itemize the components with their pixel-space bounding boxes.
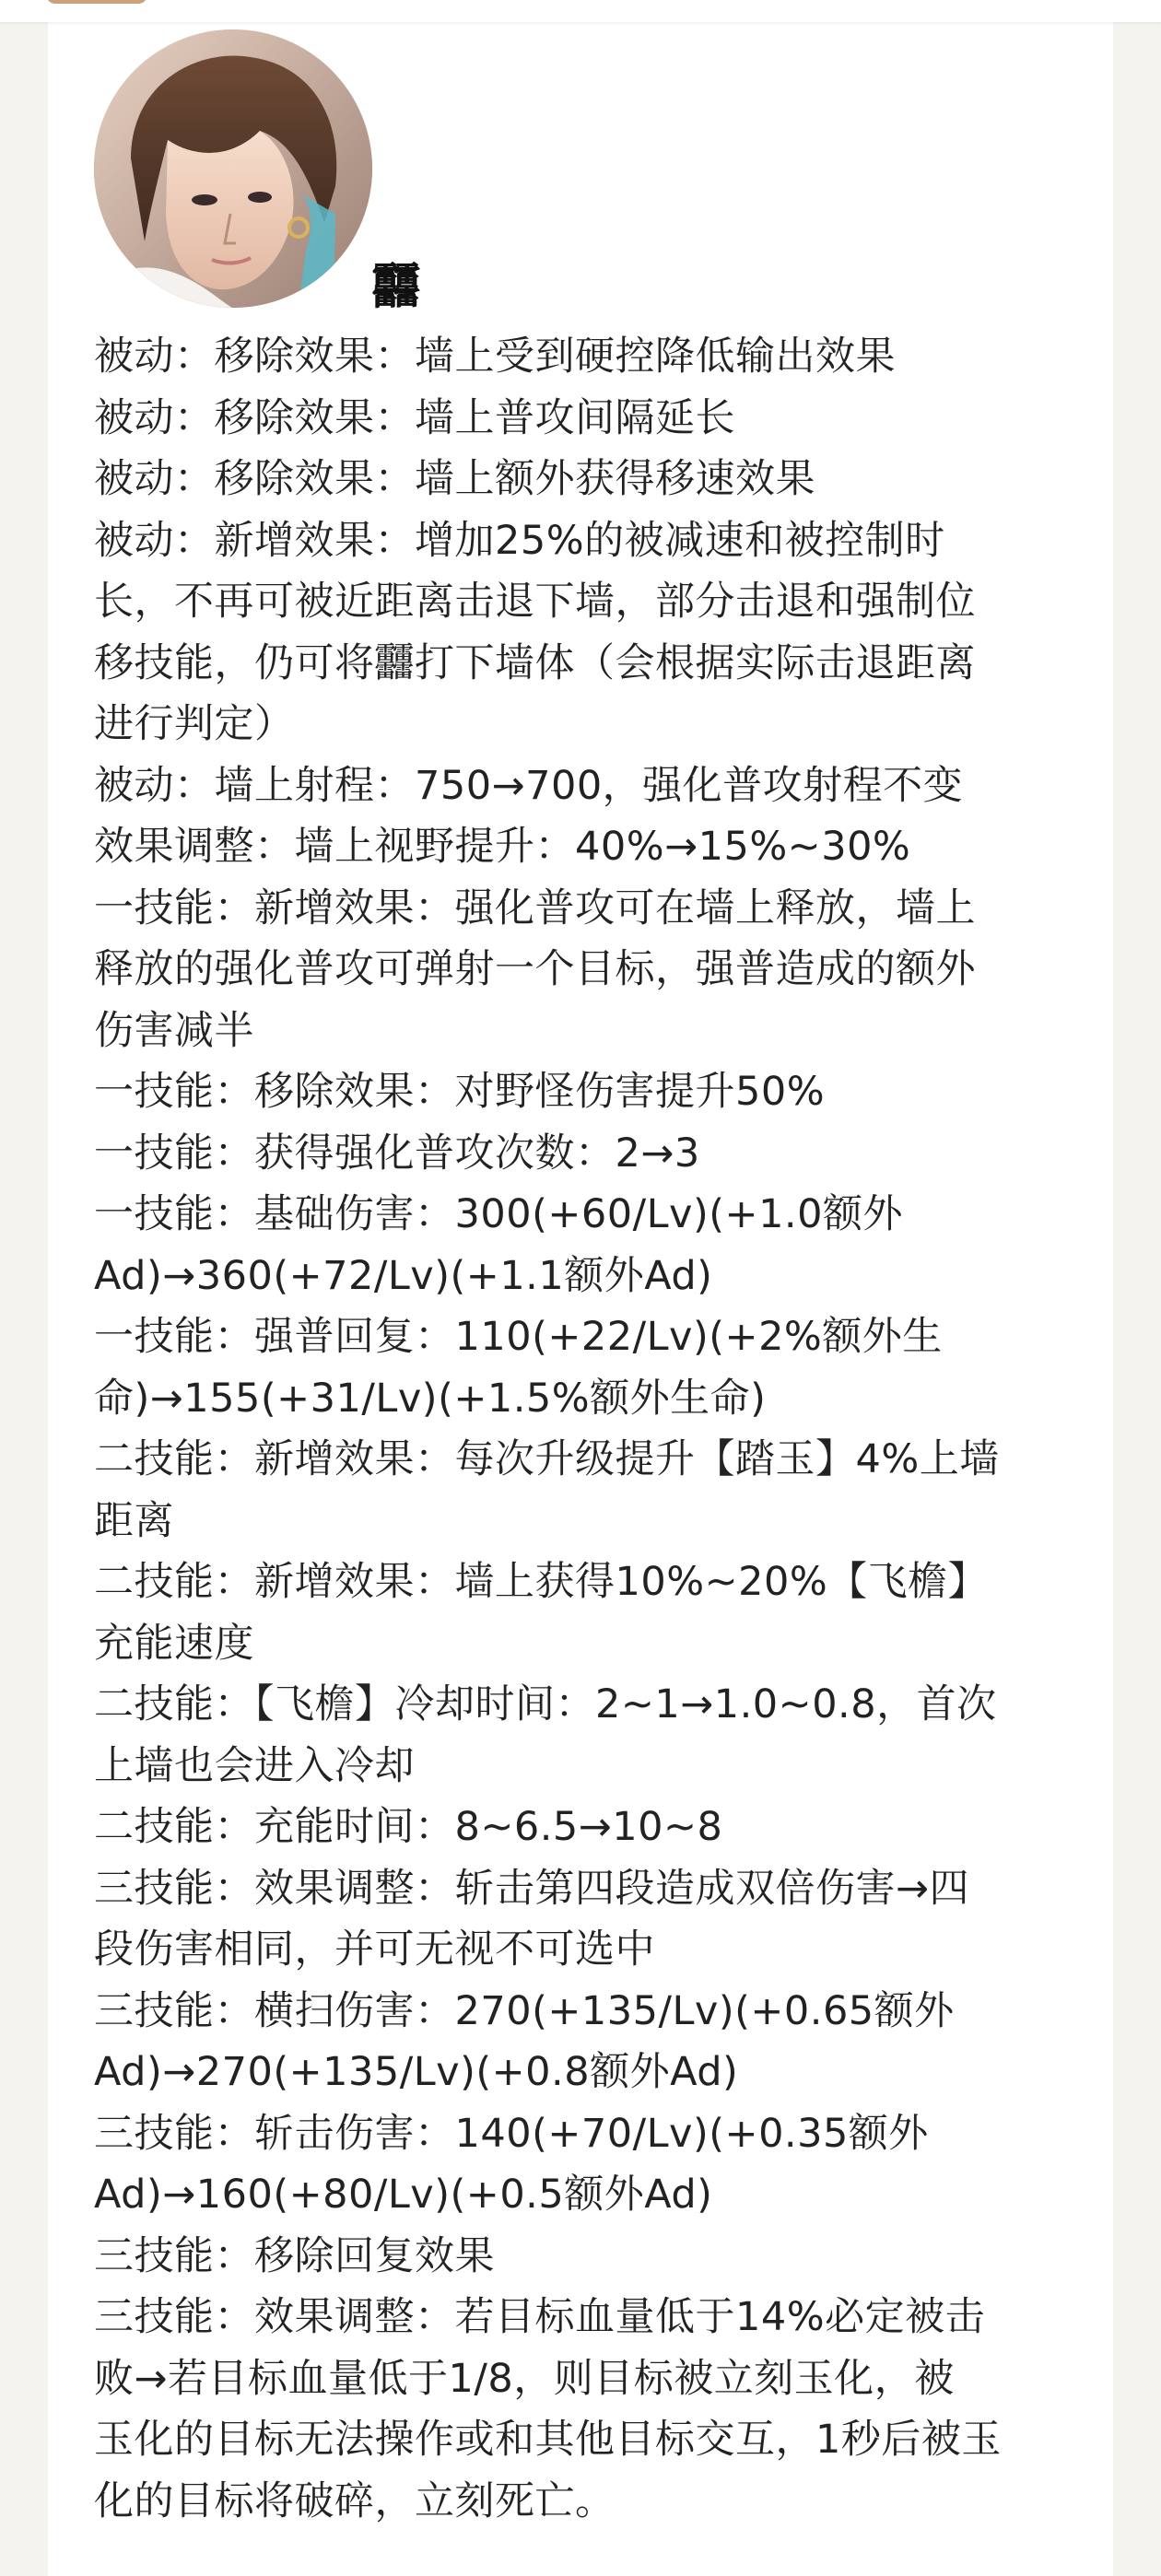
hero-name: 䨻 [372, 260, 421, 315]
text-line: Ad)→270(+135/Lv)(+0.8额外Ad) [94, 2049, 739, 2095]
text-line: 三技能：横扫伤害：270(+135/Lv)(+0.65额外 [94, 1987, 955, 2034]
top-bar [0, 0, 1161, 22]
text-line: 被动：新增效果：增加25%的被减速和被控制时 [94, 517, 945, 564]
text-line: 充能速度 [94, 1620, 254, 1667]
text-line: 伤害减半 [94, 1007, 254, 1054]
text-line: 三技能：效果调整：斩击第四段造成双倍伤害→四 [94, 1865, 970, 1912]
hero-portrait-art [94, 29, 372, 308]
text-line: 上墙也会进入冷却 [94, 1742, 415, 1789]
text-line: 一技能：获得强化普攻次数：2→3 [94, 1130, 700, 1177]
text-line: 移技能，仍可将䨻打下墙体（会根据实际击退距离 [94, 639, 976, 686]
patch-notes-text [94, 326, 1071, 2532]
text-line: 进行判定） [94, 701, 295, 747]
text-line: 被动：墙上射程：750→700，强化普攻射程不变 [94, 762, 964, 809]
text-line: 败→若目标血量低于1/8，则目标被立刻玉化，被 [94, 2355, 955, 2402]
text-line: 化的目标将破碎，立刻死亡。 [94, 2477, 616, 2524]
text-line: 被动：移除效果：墙上普攻间隔延长 [94, 394, 735, 441]
text-line: 被动：移除效果：墙上额外获得移速效果 [94, 456, 815, 502]
text-line: 二技能：【飞檐】冷却时间：2~1→1.0~0.8，首次 [94, 1681, 997, 1727]
text-line: 一技能：基础伤害：300(+60/Lv)(+1.0额外 [94, 1191, 903, 1237]
text-line: 一技能：强普回复：110(+22/Lv)(+2%额外生 [94, 1314, 943, 1360]
text-line: 效果调整：墙上视野提升：40%→15%~30% [94, 824, 911, 870]
post-card [48, 22, 1113, 2576]
text-line: Ad)→160(+80/Lv)(+0.5额外Ad) [94, 2172, 713, 2218]
text-line: 三技能：移除回复效果 [94, 2232, 495, 2279]
text-line: 玉化的目标无法操作或和其他目标交互，1秒后被玉 [94, 2417, 1002, 2463]
text-line: 距离 [94, 1497, 174, 1544]
text-line: 三技能：斩击伤害：140(+70/Lv)(+0.35额外 [94, 2110, 929, 2157]
text-line: 命)→155(+31/Lv)(+1.5%额外生命) [94, 1375, 767, 1422]
text-line: 一技能：新增效果：强化普攻可在墙上释放，墙上 [94, 884, 976, 931]
text-line: 释放的强化普攻可弹射一个目标，强普造成的额外 [94, 946, 976, 992]
text-line: 二技能：新增效果：每次升级提升【踏玉】4%上墙 [94, 1436, 1000, 1482]
user-avatar-edge[interactable] [46, 0, 147, 4]
text-line: 段伤害相同，并可无视不可选中 [94, 1926, 655, 1973]
text-line: Ad)→360(+72/Lv)(+1.1额外Ad) [94, 1252, 713, 1299]
text-line: 二技能：新增效果：墙上获得10%~20%【飞檐】 [94, 1559, 989, 1605]
text-line: 被动：移除效果：墙上受到硬控降低输出效果 [94, 334, 896, 380]
text-line: 二技能：充能时间：8~6.5→10~8 [94, 1804, 723, 1850]
text-line: 三技能：效果调整：若目标血量低于14%必定被击 [94, 2294, 986, 2340]
text-line: 长，不再可被近距离击退下墙，部分击退和强制位 [94, 579, 976, 625]
hero-portrait[interactable] [94, 29, 372, 308]
text-line: 一技能：移除效果：对野怪伤害提升50% [94, 1069, 826, 1115]
